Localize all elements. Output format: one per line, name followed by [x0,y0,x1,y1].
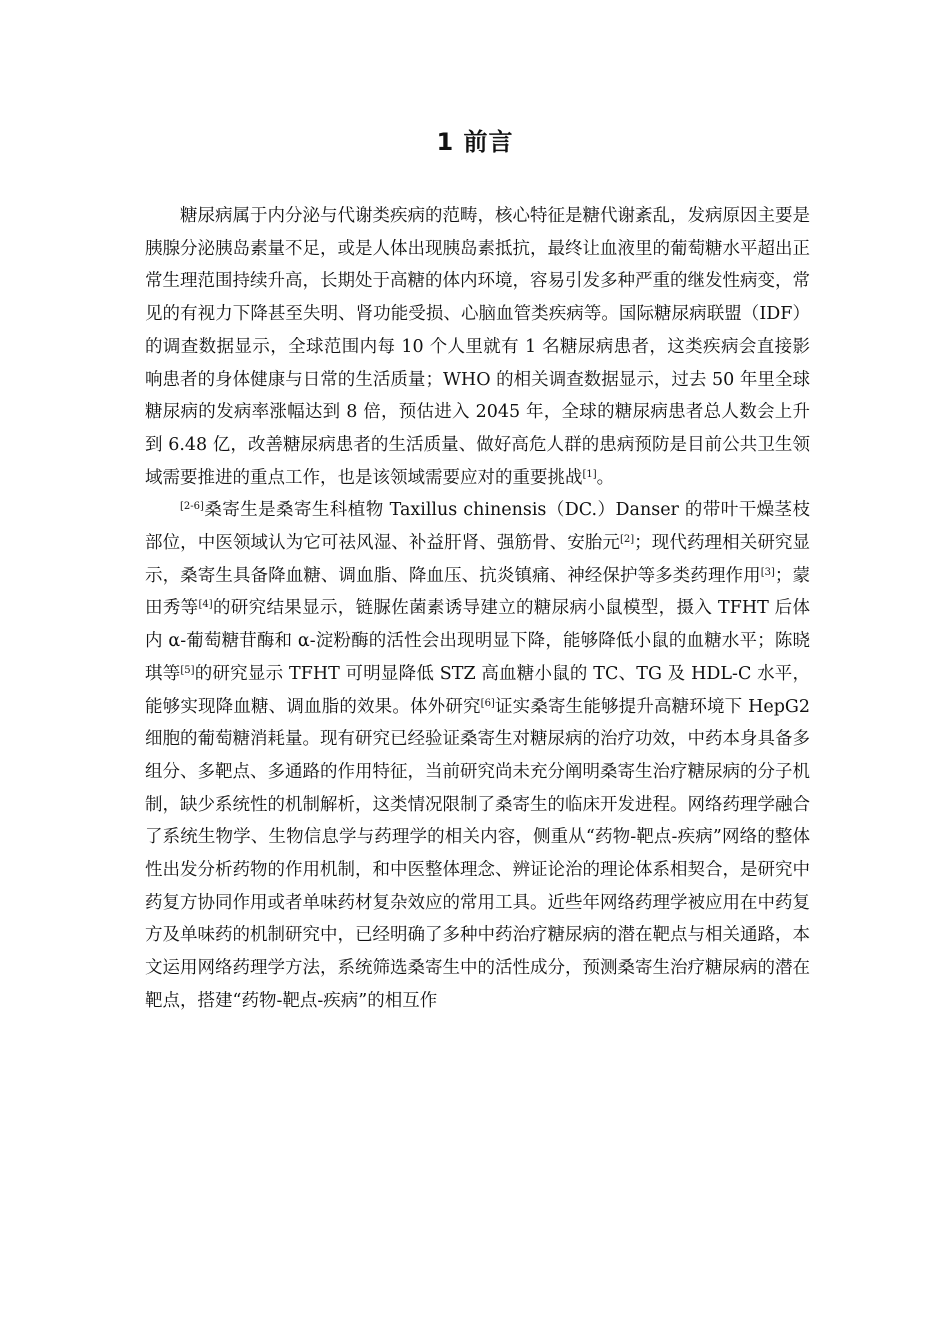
paragraph-2-text-4: 的研究结果显示，链脲佐菌素诱导建立的糖尿病小鼠模型，摄入 TFHT 后体内 α-葡萄糖苷酶和 α-淀粉酶的活性会出现明显下降，能够降低小鼠的血糖水平；陈晓琪等 [145,598,810,684]
paragraph-2-text-6: 证实桑寄生能够提升高糖环境下 HepG2 细胞的葡萄糖消耗量。现有研究已经验证桑寄生对糖尿病的治疗功效，中药本身具备多组分、多靶点、多通路的作用特征，当前研究尚未充分阐明桑寄生治疗糖尿病的分子机制，缺少系统性的机制解析，这类情况限制了桑寄生的临床开发进程。网络药理学融合了系统生物学、生物信息学与药理学的相关内容，侧重从“药物-靶点-疾病”网络的整体性出发分析药物的作用机制，和中医整体理念、辨证论治的理论体系相契合，是研究中药复方协同作用或者单味药材复杂效应的常用工具。近些年网络药理学被应用在中药复方及单味药的机制研究中，已经明确了多种中药治疗糖尿病的潜在靶点与相关通路，本文运用网络药理学方法，系统筛选桑寄生中的活性成分，预测桑寄生治疗糖尿病的潜在靶点，搭建“药物-靶点-疾病”的相互作 [145,696,811,1011]
citation-5: [5] [180,664,195,676]
citation-1: [1] [582,468,597,480]
citation-2-6: [2-6] [180,501,204,513]
body-text [145,200,810,1018]
citation-6: [6] [480,697,495,709]
paragraph-1-text: 糖尿病属于内分泌与代谢类疾病的范畴，核心特征是糖代谢紊乱，发病原因主要是胰腺分泌胰岛素量不足，或是人体出现胰岛素抵抗，最终让血液里的葡萄糖水平超出正常生理范围持续升高，长期处于高糖的体内环境，容易引发多种严重的继发性病变，常见的有视力下降甚至失明、肾功能受损、心脑血管类疾病等。国际糖尿病联盟（IDF）的调查数据显示，全球范围内每 10 个人里就有 1 名糖尿病患者，这类疾病会直接影响患者的身体健康与日常的生活质量；WHO 的相关调查数据显示，过去 50 年里全球糖尿病的发病率涨幅达到 8 倍，预估进入 2045 年，全球的糖尿病患者总人数会上升到 6.48 亿，改善糖尿病患者的生活质量、做好高危人群的患病预防是目前公共卫生领域需要推进的重点工作，也是该领域需要应对的重要挑战 [145,206,810,488]
paragraph-2-text-5: 的研究显示 TFHT 可明显降低 STZ 高血糖小鼠的 TC、TG 及 HDL-C 水平，能够实现降血糖、调血脂的效果。体外研究 [145,663,811,717]
paragraph-1 [145,200,810,494]
section-title: 1 前言 [436,128,514,156]
paragraph-2 [145,494,810,1017]
paragraph-2-text-3: ；蒙田秀等 [145,565,810,619]
citation-4: [4] [198,599,213,611]
paragraph-2-text-1: 桑寄生是桑寄生科植物 Taxillus chinensis（DC.）Danser 的带叶干燥茎枝部位，中医领域认为它可祛风湿、补益肝肾、强筋骨、安胎元 [145,500,810,554]
paragraph-1-end: 。 [596,467,615,488]
paragraph-2-text-2: ；现代药理相关研究显示，桑寄生具备降血糖、调血脂、降血压、抗炎镇痛、神经保护等多类药理作用 [145,533,811,586]
citation-3: [3] [760,566,775,578]
citation-2: [2] [620,534,635,546]
